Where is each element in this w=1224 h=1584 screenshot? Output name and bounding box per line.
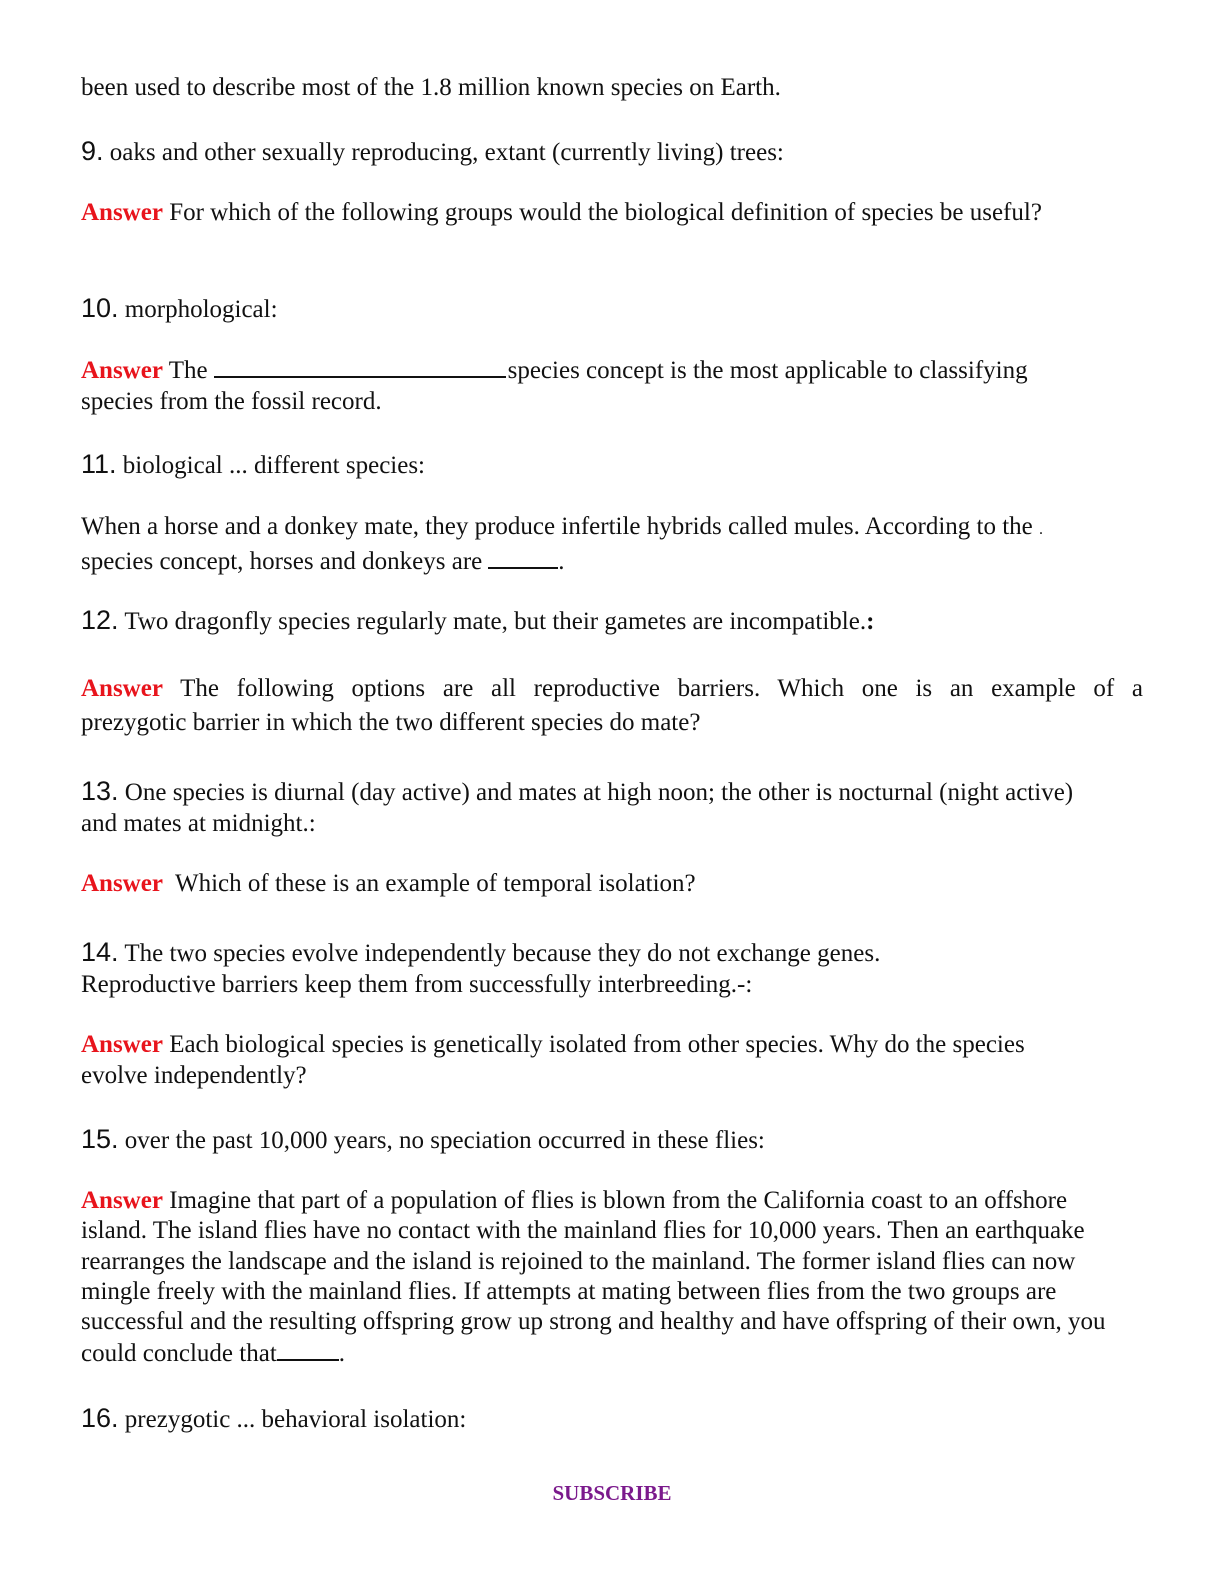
question-number: 14.: [81, 937, 119, 967]
question-line-1: [81, 937, 1143, 969]
question-15: [81, 1124, 1143, 1156]
question-number: 12.: [81, 605, 119, 635]
question-line-2: [81, 969, 1143, 1000]
question-text: oaks and other sexually reproducing, extant (currently living) trees:: [103, 139, 784, 166]
question-16: [81, 1403, 1143, 1435]
page-footer: [0, 1481, 1224, 1506]
answer-label: Answer: [81, 870, 163, 897]
question-text: Two dragonfly species regularly mate, but their gametes are incompatible.: [118, 608, 867, 635]
question-number: 13.: [81, 776, 119, 806]
question-number: 11.: [81, 449, 117, 479]
question-number: 16.: [81, 1403, 119, 1433]
answer-text-cont: species concept is the most applicable to classifying species from the fossil record.: [81, 357, 1028, 415]
question-number: 9.: [81, 136, 104, 166]
intro-line: [81, 72, 1143, 103]
question-12: [81, 605, 1143, 637]
answer-text: When a horse and a donkey mate, they produce infertile hybrids called mules. According to the: [81, 513, 1033, 540]
question-text-cont: Reproductive barriers keep them from successfully interbreeding.-:: [81, 971, 753, 998]
answer-end: .: [558, 548, 565, 575]
answer-text: Each biological species is genetically isolated from other species. Why do the species evolve independently?: [81, 1031, 1025, 1089]
question-text: prezygotic ... behavioral isolation:: [118, 1406, 467, 1433]
subscribe-link[interactable]: SUBSCRIBE: [552, 1481, 672, 1505]
question-11: [81, 449, 1143, 481]
answer-end: .: [338, 1340, 346, 1368]
answer-label: Answer: [81, 1031, 163, 1058]
answer-text-cont: species concept, horses and donkeys are: [81, 548, 483, 575]
answer-label: Answer: [81, 1187, 163, 1214]
question-colon: :: [866, 608, 875, 635]
answer-line-1: [81, 672, 1143, 706]
answer-10: [81, 354, 1091, 417]
answer-9: [81, 197, 1081, 228]
answer-label: Answer: [81, 199, 163, 226]
question-number: 10.: [81, 293, 119, 323]
answer-label: Answer: [81, 357, 163, 384]
question-text: morphological:: [118, 296, 278, 323]
answer-13: [81, 868, 1143, 899]
fill-in-blank: [214, 354, 506, 378]
answer-text: The: [162, 357, 208, 384]
intro-text: been used to describe most of the 1.8 million known species on Earth.: [81, 74, 781, 101]
fill-in-blank: [277, 1337, 339, 1361]
question-text: The two species evolve independently because they do not exchange genes.: [118, 940, 881, 967]
answer-15: [81, 1186, 1121, 1370]
question-13: [81, 776, 1111, 839]
answer-line-2: [81, 706, 1143, 740]
stray-dot: .: [1039, 521, 1044, 538]
answer-11: [81, 511, 1143, 577]
question-14: [81, 937, 1143, 1000]
question-text: biological ... different species:: [116, 452, 426, 479]
answer-text-cont: prezygotic barrier in which the two different species do mate?: [81, 709, 701, 736]
answer-text: Which of these is an example of temporal isolation?: [162, 870, 696, 897]
answer-line-1: [81, 511, 1143, 545]
answer-12: [81, 672, 1143, 740]
question-9: [81, 136, 1143, 168]
answer-14: [81, 1029, 1051, 1091]
answer-text: For which of the following groups would the biological definition of species be useful?: [162, 199, 1042, 226]
question-number: 15.: [81, 1124, 119, 1154]
fill-in-blank: [488, 545, 558, 569]
answer-text: The following options are all reproductive barriers. Which one is an example of a: [162, 675, 1143, 702]
question-text: One species is diurnal (day active) and mates at high noon; the other is nocturnal (night active) and mates at midnight.:: [81, 779, 1074, 837]
answer-line-2: [81, 545, 1143, 577]
answer-label: Answer: [81, 675, 163, 702]
question-10: [81, 293, 1143, 325]
answer-text: Imagine that part of a population of flies is blown from the California coast to an offshore island. The island flies have no contact with the mainland flies for 10,000 years. Then an earthquake rearranges the landscape and the island is rejoined to the mainland. The former island flies can now mingle freely with the mainland flies. If attempts at mating between flies from the two groups are successful and the resulting offspring grow up strong and healthy and have offspring of their own, you could conclude that: [81, 1187, 1106, 1368]
question-text: over the past 10,000 years, no speciation occurred in these flies:: [118, 1127, 765, 1154]
